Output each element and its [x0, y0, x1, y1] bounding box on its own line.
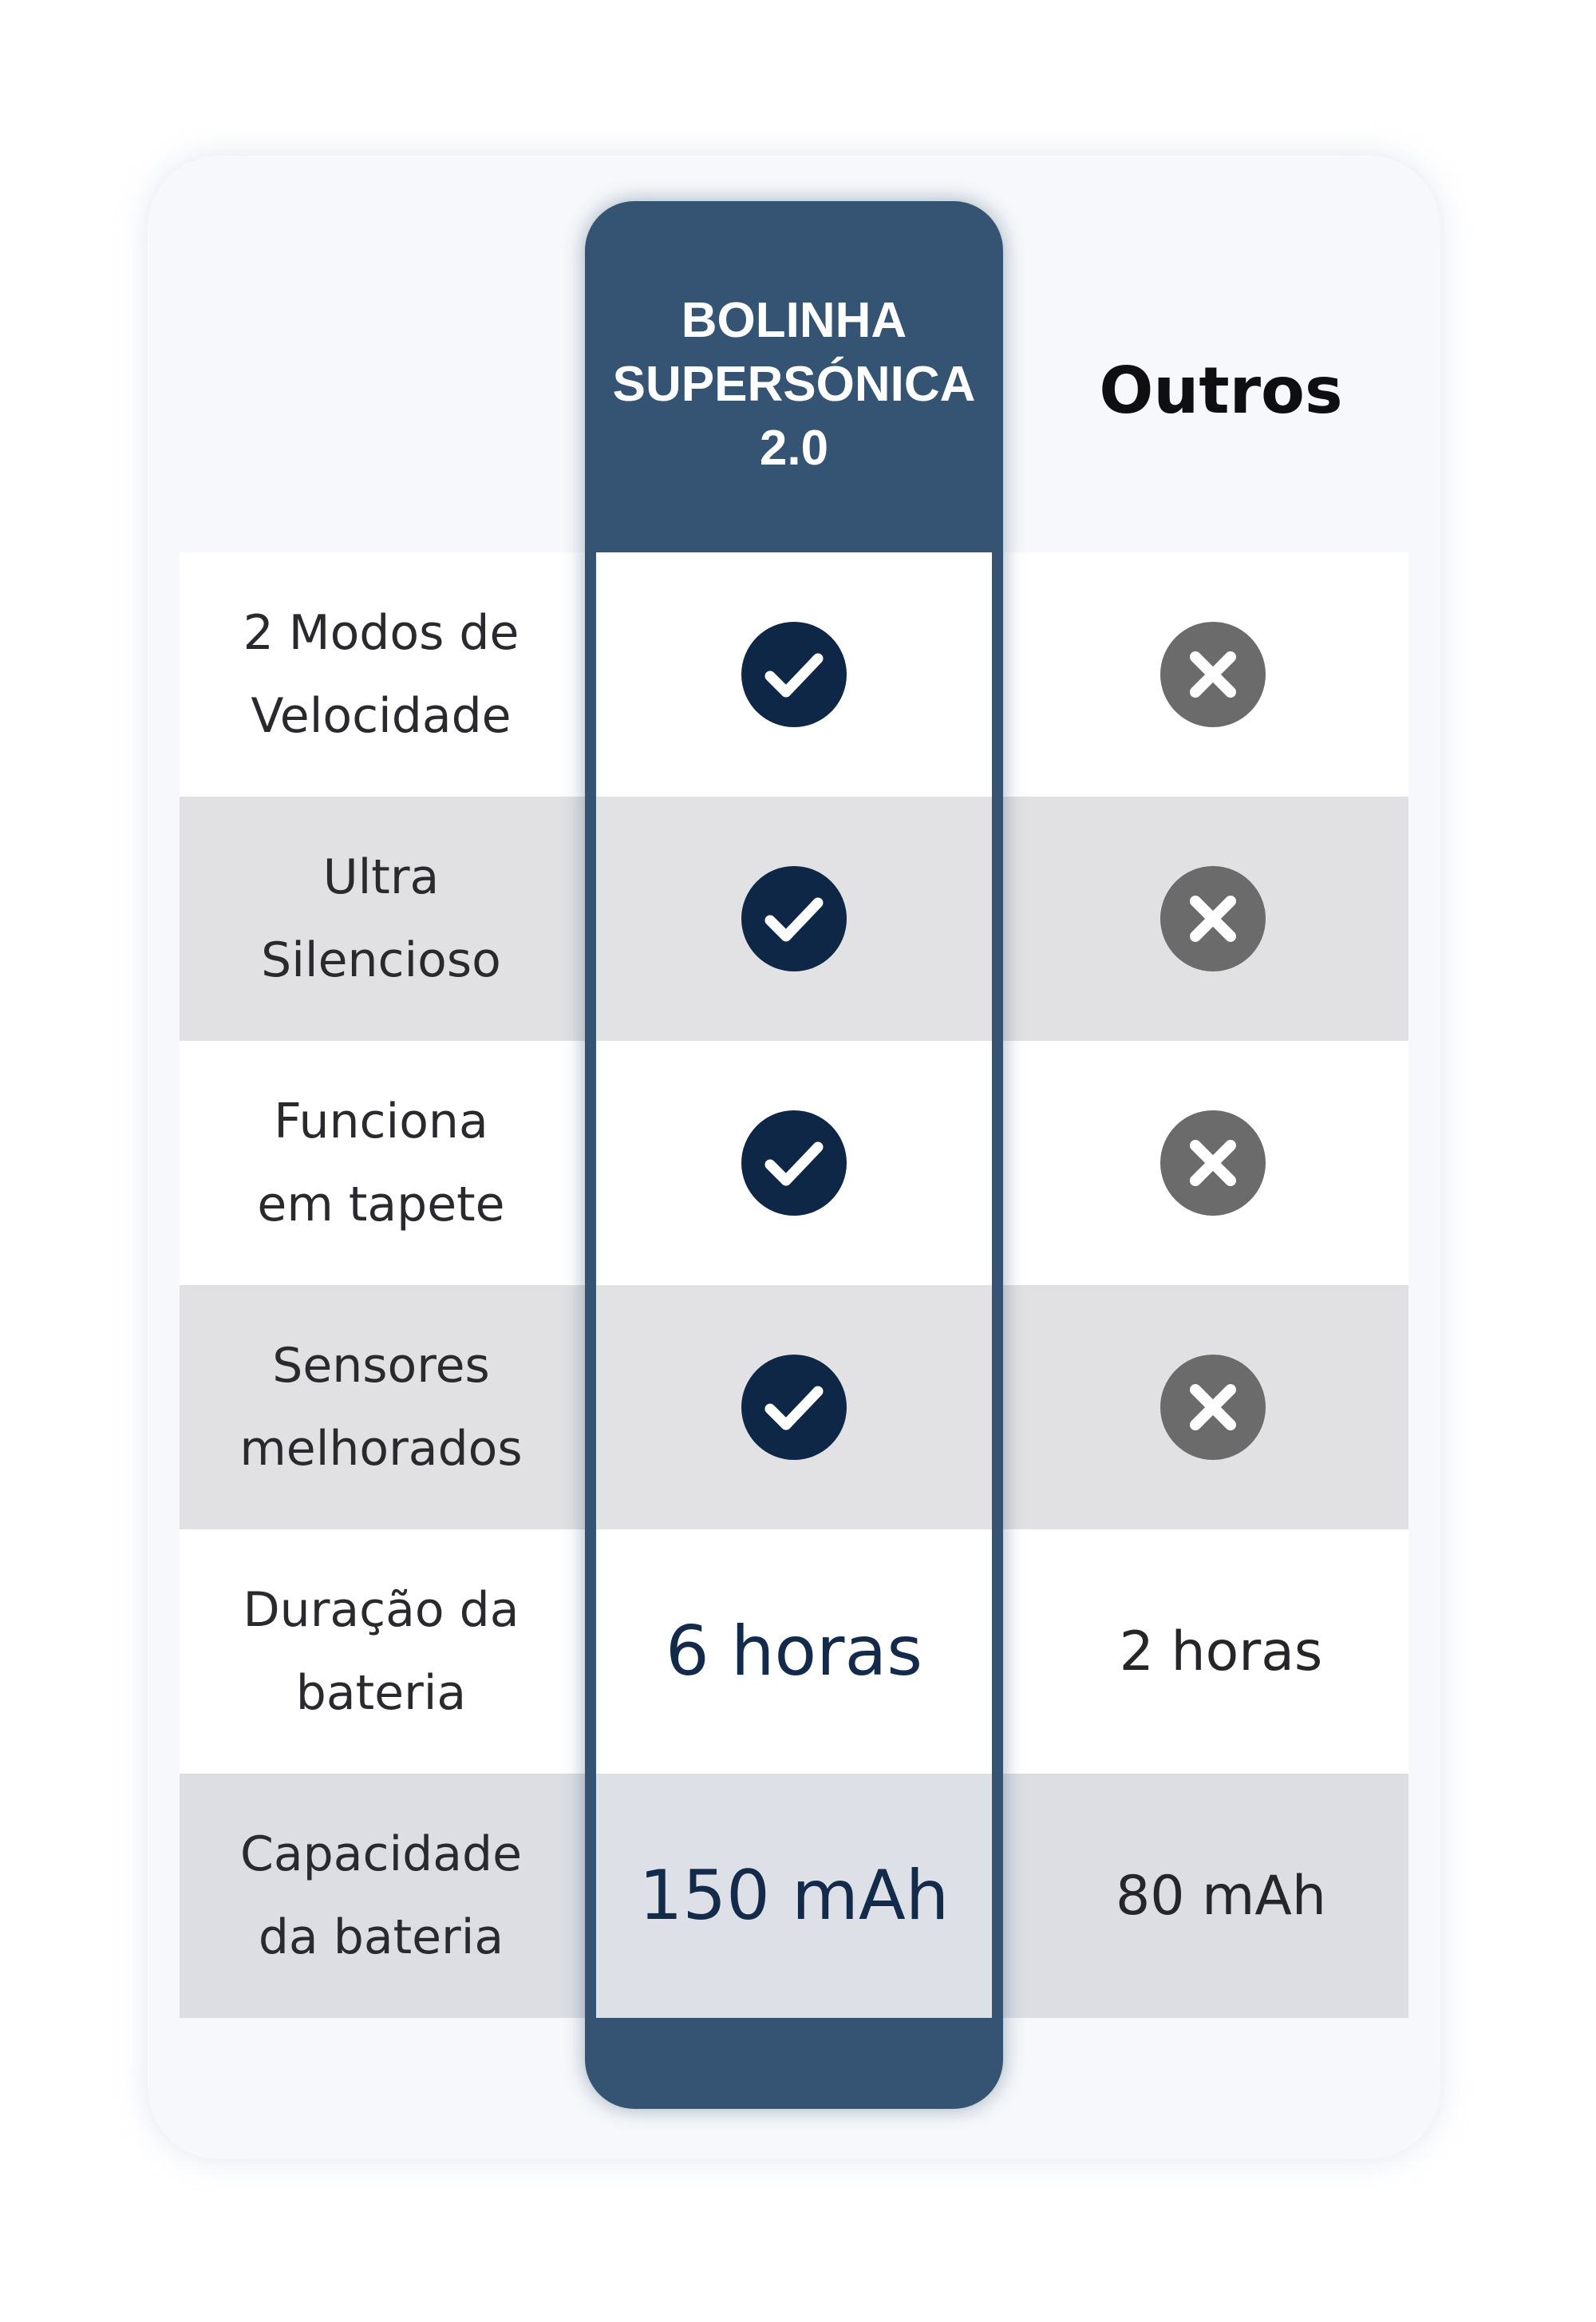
feature-label-line: 2 Modos de — [243, 605, 519, 661]
x-circle-icon — [1159, 620, 1267, 729]
brand-column-title — [585, 289, 1003, 481]
feature-label-line: Funciona — [274, 1094, 488, 1149]
x-circle-icon — [1159, 1109, 1267, 1217]
feature-label-speed-modes — [180, 552, 583, 797]
other-x-speed-modes — [1133, 552, 1293, 797]
brand-value-battery-duration: 6 horas — [665, 1612, 923, 1691]
check-circle-icon — [740, 864, 848, 973]
other-x-improved-sensors — [1133, 1285, 1293, 1529]
feature-label-line: em tapete — [257, 1177, 505, 1232]
feature-label-line: bateria — [295, 1665, 467, 1721]
brand-title-line: BOLINHA — [681, 293, 907, 348]
feature-label-line: melhorados — [239, 1421, 523, 1477]
x-circle-icon — [1159, 864, 1267, 973]
other-x-ultra-silent — [1133, 797, 1293, 1041]
feature-label-battery-duration — [180, 1529, 583, 1774]
other-value-battery-capacity: 80 mAh — [1116, 1864, 1326, 1928]
brand-check-ultra-silent — [714, 797, 874, 1041]
brand-check-speed-modes — [714, 552, 874, 797]
feature-label-battery-capacity — [180, 1774, 583, 2018]
feature-label-line: Sensores — [272, 1338, 490, 1394]
check-circle-icon — [740, 1109, 848, 1217]
x-circle-icon — [1159, 1353, 1267, 1462]
other-x-works-on-carpet — [1133, 1041, 1293, 1285]
other-value-battery-duration: 2 horas — [1119, 1620, 1323, 1683]
feature-label-line: Silencioso — [261, 932, 501, 988]
feature-label-line: Velocidade — [251, 688, 512, 744]
feature-label-line: Ultra — [322, 849, 440, 905]
check-circle-icon — [740, 620, 848, 729]
brand-value-battery-capacity: 150 mAh — [638, 1856, 950, 1936]
feature-label-works-on-carpet — [180, 1041, 583, 1285]
others-column-title: Outros — [1099, 354, 1343, 428]
feature-label-line: da bateria — [258, 1909, 504, 1965]
feature-label-improved-sensors — [180, 1285, 583, 1529]
check-circle-icon — [740, 1353, 848, 1462]
brand-check-improved-sensors — [714, 1285, 874, 1529]
feature-label-ultra-silent — [180, 797, 583, 1041]
brand-check-works-on-carpet — [714, 1041, 874, 1285]
brand-title-line: SUPERSÓNICA — [612, 357, 976, 412]
brand-title-line: 2.0 — [759, 421, 829, 476]
feature-label-line: Capacidade — [239, 1826, 523, 1882]
feature-label-line: Duração da — [243, 1582, 519, 1638]
